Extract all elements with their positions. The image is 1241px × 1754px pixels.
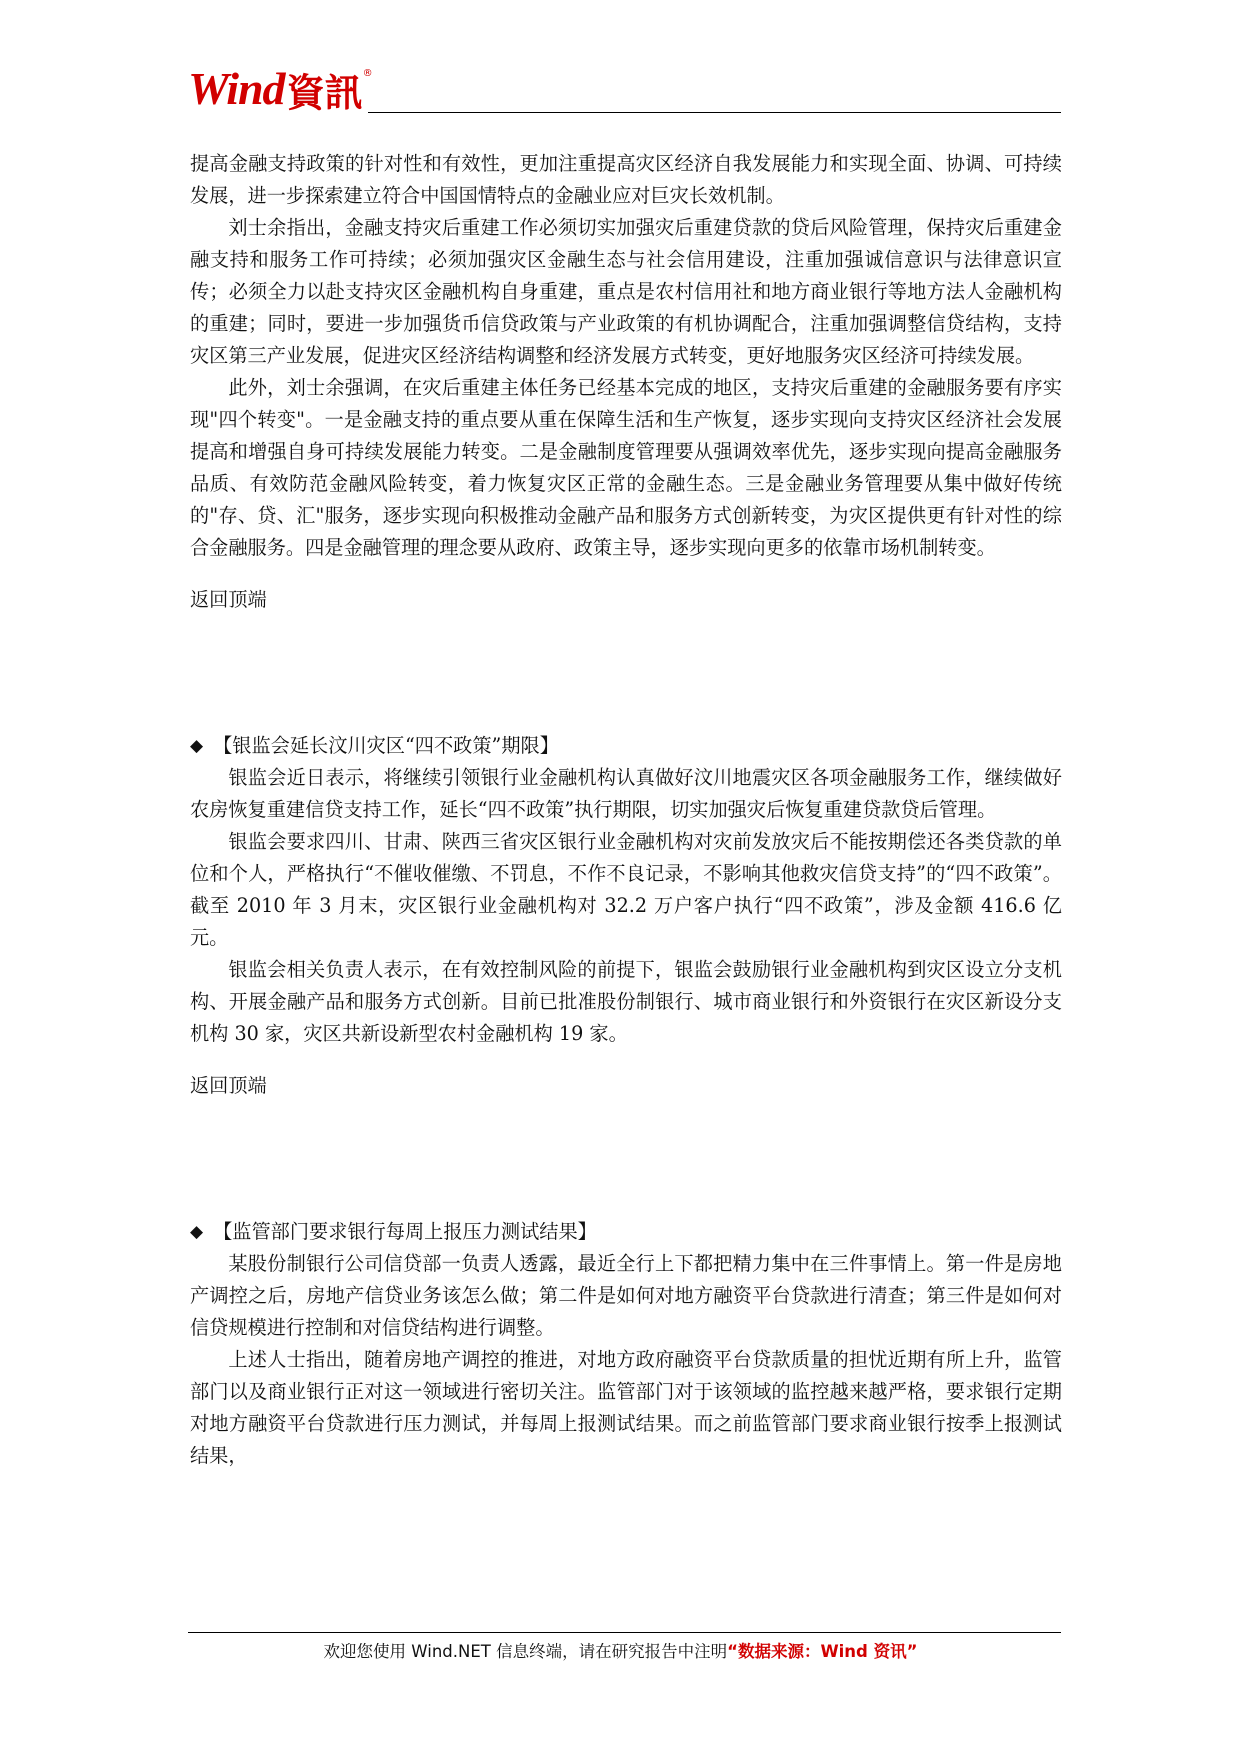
section-title-text: 【监管部门要求银行每周上报压力测试结果】	[213, 1220, 597, 1243]
document-body	[190, 148, 1062, 1472]
footer-rule	[188, 1632, 1061, 1633]
paragraph: 刘士余指出，金融支持灾后重建工作必须切实加强灾后重建贷款的贷后风险管理，保持灾后重建金融支持和服务工作可持续；必须加强灾区金融生态与社会信用建设，注重加强诚信意识与法律意识宣传；必须全力以赴支持灾区金融机构自身重建，重点是农村信用社和地方商业银行等地方法人金融机构的重建；同时，要进一步加强货币信贷政策与产业政策的有机协调配合，注重加强调整信贷结构，支持灾区第三产业发展，促进灾区经济结构调整和经济发展方式转变，更好地服务灾区经济可持续发展。	[190, 216, 1062, 367]
diamond-bullet-icon: ◆	[190, 1222, 204, 1242]
paragraph: 此外，刘士余强调，在灾后重建主体任务已经基本完成的地区，支持灾后重建的金融服务要有序实现"四个转变"。一是金融支持的重点要从重在保障生活和生产恢复，逐步实现向支持灾区经济社会发展提高和增强自身可持续发展能力转变。二是金融制度管理要从强调效率优先，逐步实现向提高金融服务品质、有效防范金融风险转变，着力恢复灾区正常的金融生态。三是金融业务管理要从集中做好传统的"存、贷、汇"服务，逐步实现向积极推动金融产品和服务方式创新转变，为灾区提供更有针对性的综合金融服务。四是金融管理的理念要从政府、政策主导，逐步实现向更多的依靠市场机制转变。	[190, 376, 1062, 559]
section-heading	[190, 730, 1062, 762]
logo-zixun-text: 資訊	[286, 71, 363, 115]
header-rule	[368, 112, 1061, 113]
footer-source-quote: “数据来源：Wind 资讯”	[727, 1642, 918, 1661]
paragraph: 提高金融支持政策的针对性和有效性，更加注重提高灾区经济自我发展能力和实现全面、协调、可持续发展，进一步探索建立符合中国国情特点的金融业应对巨灾长效机制。	[190, 152, 1062, 207]
back-to-top-link[interactable]: 返回顶端	[190, 588, 267, 611]
footer-text: 欢迎您使用 Wind.NET 信息终端，请在研究报告中注明	[323, 1642, 728, 1661]
paragraph: 银监会要求四川、甘肃、陕西三省灾区银行业金融机构对灾前发放灾后不能按期偿还各类贷款的单位和个人，严格执行“不催收催缴、不罚息，不作不良记录，不影响其他救灾信贷支持”的“四不政策”。截至 2010 年 3 月末，灾区银行业金融机构对 32.2 万户客户执行“四不政策”，涉及金额 416.6 亿元。	[190, 830, 1062, 949]
section-title-text: 【银监会延长汶川灾区“四不政策”期限】	[213, 734, 559, 757]
paragraph: 银监会近日表示，将继续引领银行业金融机构认真做好汶川地震灾区各项金融服务工作，继续做好农房恢复重建信贷支持工作，延长“四不政策”执行期限，切实加强灾后恢复重建贷款贷后管理。	[190, 766, 1062, 821]
registered-mark: ®	[362, 68, 373, 79]
diamond-bullet-icon: ◆	[190, 736, 204, 756]
paragraph: 银监会相关负责人表示，在有效控制风险的前提下，银监会鼓励银行业金融机构到灾区设立分支机构、开展金融产品和服务方式创新。目前已批准股份制银行、城市商业银行和外资银行在灾区新设分支机构 30 家，灾区共新设新型农村金融机构 19 家。	[190, 958, 1062, 1045]
paragraph: 上述人士指出，随着房地产调控的推进，对地方政府融资平台贷款质量的担忧近期有所上升，监管部门以及商业银行正对这一领域进行密切关注。监管部门对于该领域的监控越来越严格，要求银行定期对地方融资平台贷款进行压力测试，并每周上报测试结果。而之前监管部门要求商业银行按季上报测试结果，	[190, 1348, 1062, 1467]
wind-logo	[188, 63, 373, 115]
logo-wind-text: Wind	[188, 63, 285, 114]
section-heading	[190, 1216, 1062, 1248]
paragraph: 某股份制银行公司信贷部一负责人透露，最近全行上下都把精力集中在三件事情上。第一件是房地产调控之后，房地产信贷业务该怎么做；第二件是如何对地方融资平台贷款进行清查；第三件是如何对信贷规模进行控制和对信贷结构进行调整。	[190, 1252, 1062, 1339]
back-to-top-link[interactable]: 返回顶端	[190, 1074, 267, 1097]
footer	[0, 1640, 1241, 1664]
